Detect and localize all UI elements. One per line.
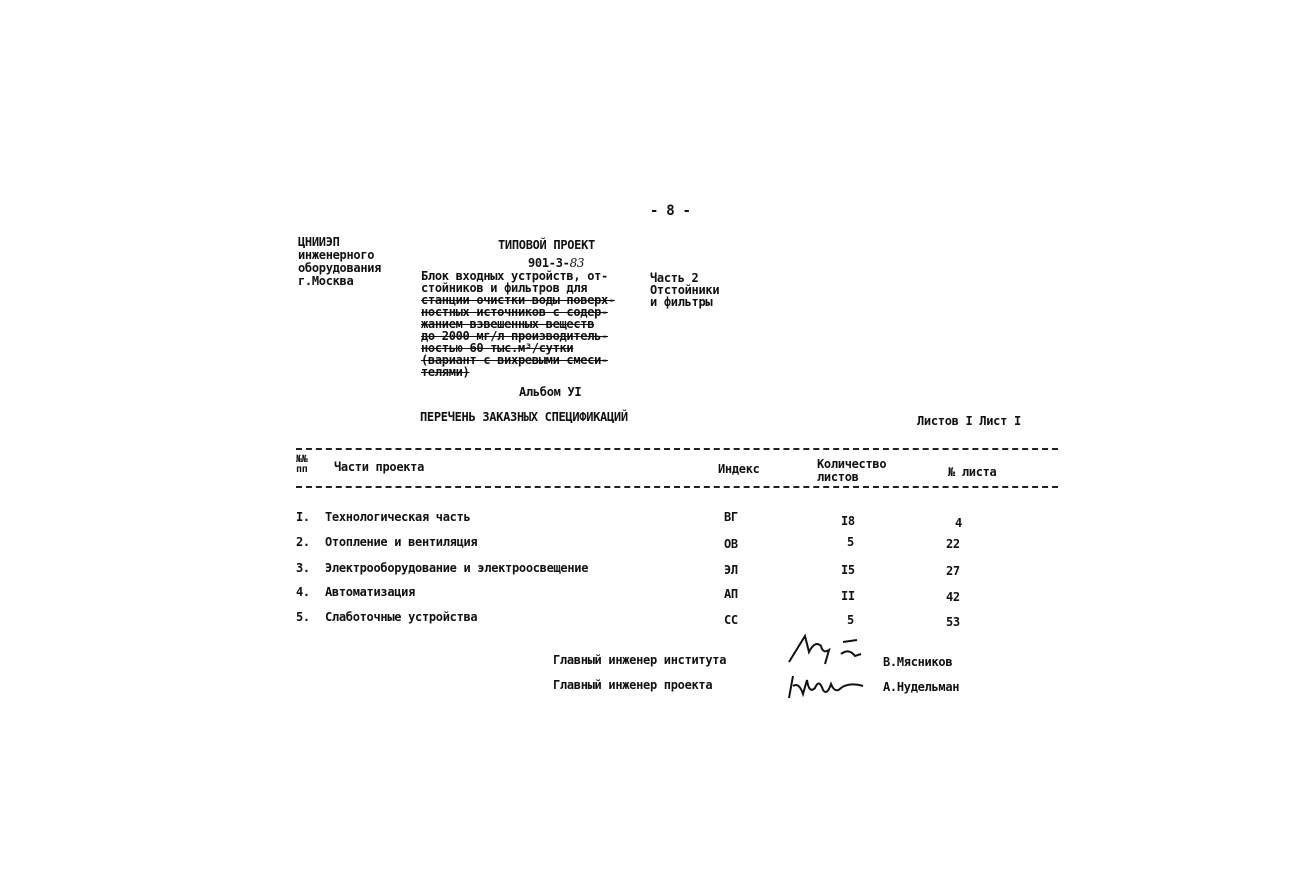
- signature-name: А.Нудельман: [883, 680, 960, 694]
- table-row: [0, 585, 1309, 607]
- description-struck-line: ностью 60 тыс.м³/сутки: [421, 341, 574, 355]
- row-part-name: Слаботочные устройства: [325, 610, 478, 624]
- signature-role: Главный инженер проекта: [553, 678, 713, 692]
- row-sheet-count: I8: [841, 514, 855, 528]
- description-struck-line: ностных источников с содер-: [421, 305, 608, 319]
- handwritten-signature: [785, 632, 875, 668]
- signature-name: В.Мясников: [883, 655, 953, 669]
- description-struck-line: жанием взвешенных веществ: [421, 317, 595, 331]
- description-struck-line: телями): [421, 365, 470, 379]
- row-sheet-number: 42: [946, 590, 960, 604]
- part-line: Отстойники: [650, 283, 720, 297]
- project-code: [528, 256, 584, 270]
- organization-block: [298, 236, 381, 288]
- handwritten-signature: [785, 670, 875, 704]
- description-struck-line: станции очистки воды поверх-: [421, 293, 615, 307]
- project-type-title: ТИПОВОЙ ПРОЕКТ: [498, 238, 595, 252]
- row-index: СС: [724, 613, 738, 627]
- table-header-rule: [296, 486, 1058, 488]
- org-line: г.Москва: [298, 274, 354, 288]
- row-sheet-count: 5: [847, 535, 854, 549]
- sheets-count: Листов I Лист I: [917, 414, 1021, 428]
- description-struck-line: до 2000 мг/л производитель-: [421, 329, 608, 343]
- row-part-name: Автоматизация: [325, 585, 416, 599]
- header-number: [296, 455, 307, 475]
- description-struck-line: (вариант с вихревыми смеси-: [421, 353, 608, 367]
- row-sheet-count: II: [841, 589, 855, 603]
- project-code-prefix: 901-3-: [528, 256, 570, 270]
- org-line: оборудования: [298, 261, 382, 275]
- table-row: [0, 510, 1309, 532]
- row-index: ВГ: [724, 510, 738, 524]
- row-index: АП: [724, 587, 738, 601]
- header-number-bottom: пп: [296, 464, 308, 475]
- row-part-name: Отопление и вентиляция: [325, 535, 478, 549]
- row-index: ЭЛ: [724, 563, 738, 577]
- header-parts: Части проекта: [334, 460, 425, 474]
- row-sheet-count: 5: [847, 613, 854, 627]
- header-count-top: Количество: [817, 457, 887, 471]
- row-number: 4.: [296, 585, 310, 599]
- header-number-top: №№: [296, 454, 308, 465]
- part-block: [650, 272, 719, 308]
- row-sheet-number: 27: [946, 564, 960, 578]
- row-sheet-number: 53: [946, 615, 960, 629]
- description-line: стойников и фильтров для: [421, 281, 588, 295]
- row-sheet-number: 22: [946, 537, 960, 551]
- part-line: и фильтры: [650, 295, 713, 309]
- row-sheet-count: I5: [841, 563, 855, 577]
- row-number: 2.: [296, 535, 310, 549]
- project-code-handwritten: 83: [569, 256, 585, 270]
- org-line: ЦНИИЭП: [298, 235, 340, 249]
- header-index: Индекс: [718, 462, 760, 476]
- header-count-bottom: листов: [817, 470, 859, 484]
- table-row: [0, 561, 1309, 583]
- spec-list-title: ПЕРЕЧЕНЬ ЗАКАЗНЫХ СПЕЦИФИКАЦИЙ: [420, 410, 628, 424]
- header-count: [817, 458, 886, 484]
- row-part-name: Технологическая часть: [325, 510, 471, 524]
- org-line: инженерного: [298, 248, 375, 262]
- row-sheet-number: 4: [955, 516, 962, 530]
- table-row: [0, 610, 1309, 632]
- table-row: [0, 535, 1309, 557]
- header-sheet-number: № листа: [948, 465, 997, 479]
- table-top-rule: [296, 448, 1058, 450]
- row-number: I.: [296, 510, 310, 524]
- album-label: Альбом УI: [519, 385, 582, 399]
- project-description: [421, 270, 615, 378]
- row-number: 5.: [296, 610, 310, 624]
- signature-role: Главный инженер института: [553, 653, 727, 667]
- row-part-name: Электрооборудование и электроосвещение: [325, 561, 589, 575]
- part-line: Часть 2: [650, 271, 699, 285]
- row-number: 3.: [296, 561, 310, 575]
- description-line: Блок входных устройств, от-: [421, 269, 608, 283]
- row-index: ОВ: [724, 537, 738, 551]
- page-number: - 8 -: [650, 203, 691, 219]
